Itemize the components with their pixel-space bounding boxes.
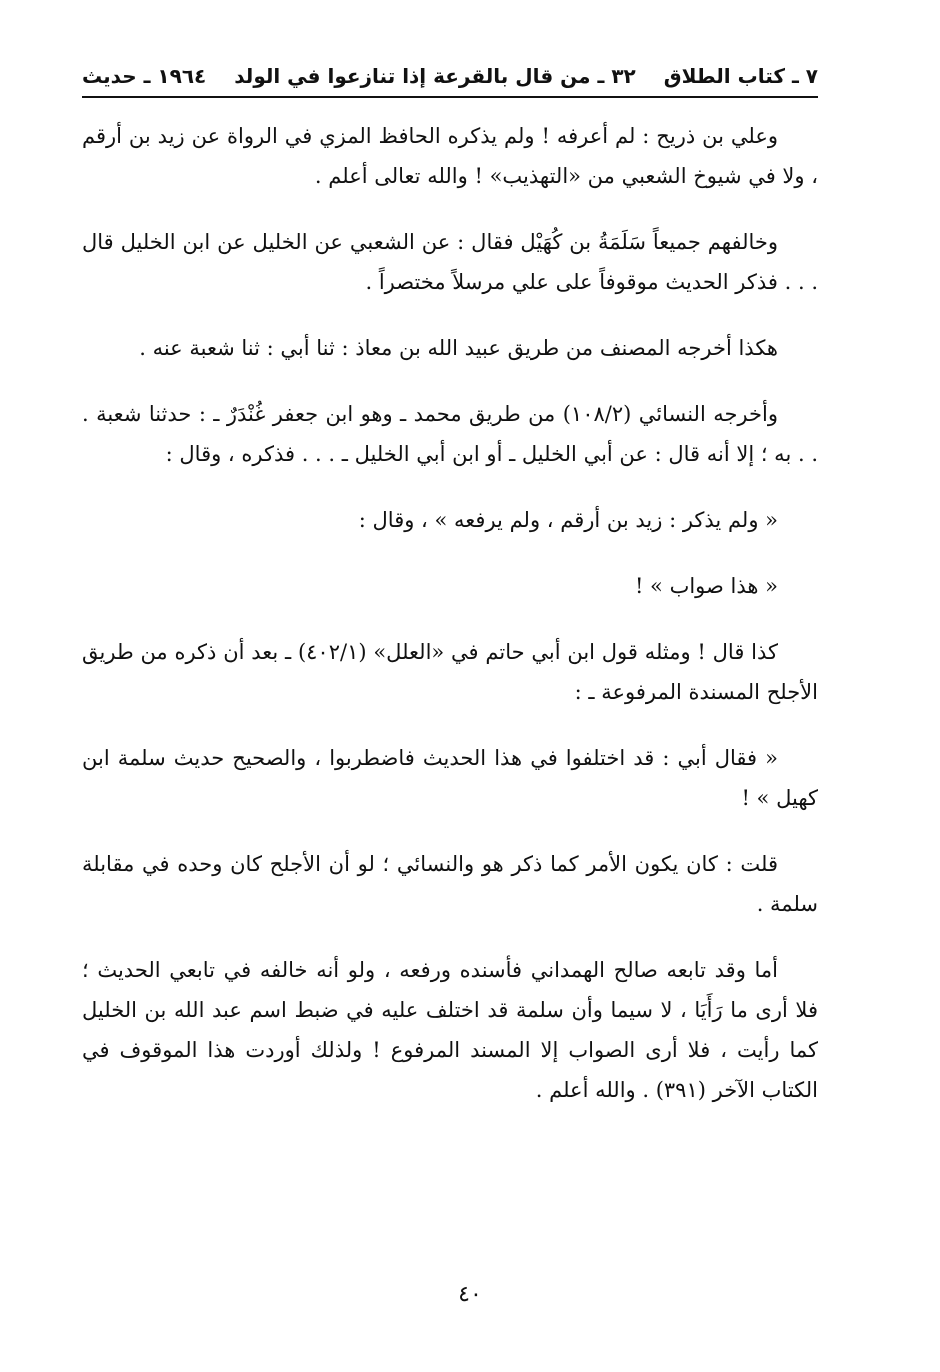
book-page bbox=[82, 62, 818, 1136]
quotation: « هذا صواب » ! bbox=[634, 574, 778, 598]
quotation: « ولم يذكر : زيد بن أرقم ، ولم يرفعه » ، وقال : bbox=[358, 508, 778, 532]
hadith-number-heading: ١٩٦٤ ـ حديث bbox=[82, 64, 207, 88]
paragraph: قلت : كان يكون الأمر كما ذكر هو والنسائي ؛ لو أن الأجلح كان وحده في مقابلة سلمة . bbox=[82, 852, 818, 916]
paragraph: وأخرجه النسائي (١٠٨/٢) من طريق محمد ـ وهو ابن جعفر غُنْدَرٌ ـ : حدثنا شعبة . . . به ؛ إلا أنه قال : عن أبي الخليل ـ أو ابن أبي الخليل ـ . . . فذكره ، وقال : bbox=[82, 402, 818, 466]
paragraph: وعلي بن ذريح : لم أعرفه ! ولم يذكره الحافظ المزي في الرواة عن زيد بن أرقم ، ولا في شيوخ الشعبي من «التهذيب» ! والله تعالى أعلم . bbox=[82, 124, 818, 188]
page-number: ٤٠ bbox=[458, 1282, 482, 1307]
chapter-heading: ٧ ـ كتاب الطلاق bbox=[663, 64, 818, 88]
paragraph: كذا قال ! ومثله قول ابن أبي حاتم في «العلل» (٤٠٢/١) ـ بعد أن ذكره من طريق الأجلح المسندة المرفوعة ـ : bbox=[82, 640, 818, 704]
body-text bbox=[82, 116, 818, 1110]
quotation: « فقال أبي : قد اختلفوا في هذا الحديث فاضطربوا ، والصحيح حديث سلمة ابن كهيل » ! bbox=[82, 746, 818, 810]
running-header bbox=[82, 62, 818, 98]
paragraph: هكذا أخرجه المصنف من طريق عبيد الله بن معاذ : ثنا أبي : ثنا شعبة عنه . bbox=[139, 336, 778, 360]
paragraph: وخالفهم جميعاً سَلَمَةُ بن كُهَيْل فقال : عن الشعبي عن الخليل عن ابن الخليل قال . . . فذكر الحديث موقوفاً على علي مرسلاً مختصراً . bbox=[82, 230, 818, 294]
paragraph: أما وقد تابعه صالح الهمداني فأسنده ورفعه ، ولو أنه خالفه في تابعي الحديث ؛ فلا أرى ما رَأَيَا ، لا سيما وأن سلمة قد اختلف عليه في ضبط اسم عبد الله بن الخليل كما رأيت ، فلا أرى الصواب إلا المسند المرفوع ! ولذلك أوردت هذا الموقوف في الكتاب الآخر (٣٩١) . والله أعلم . bbox=[82, 958, 818, 1102]
section-heading: ٣٢ ـ من قال بالقرعة إذا تنازعوا في الولد bbox=[234, 64, 636, 88]
